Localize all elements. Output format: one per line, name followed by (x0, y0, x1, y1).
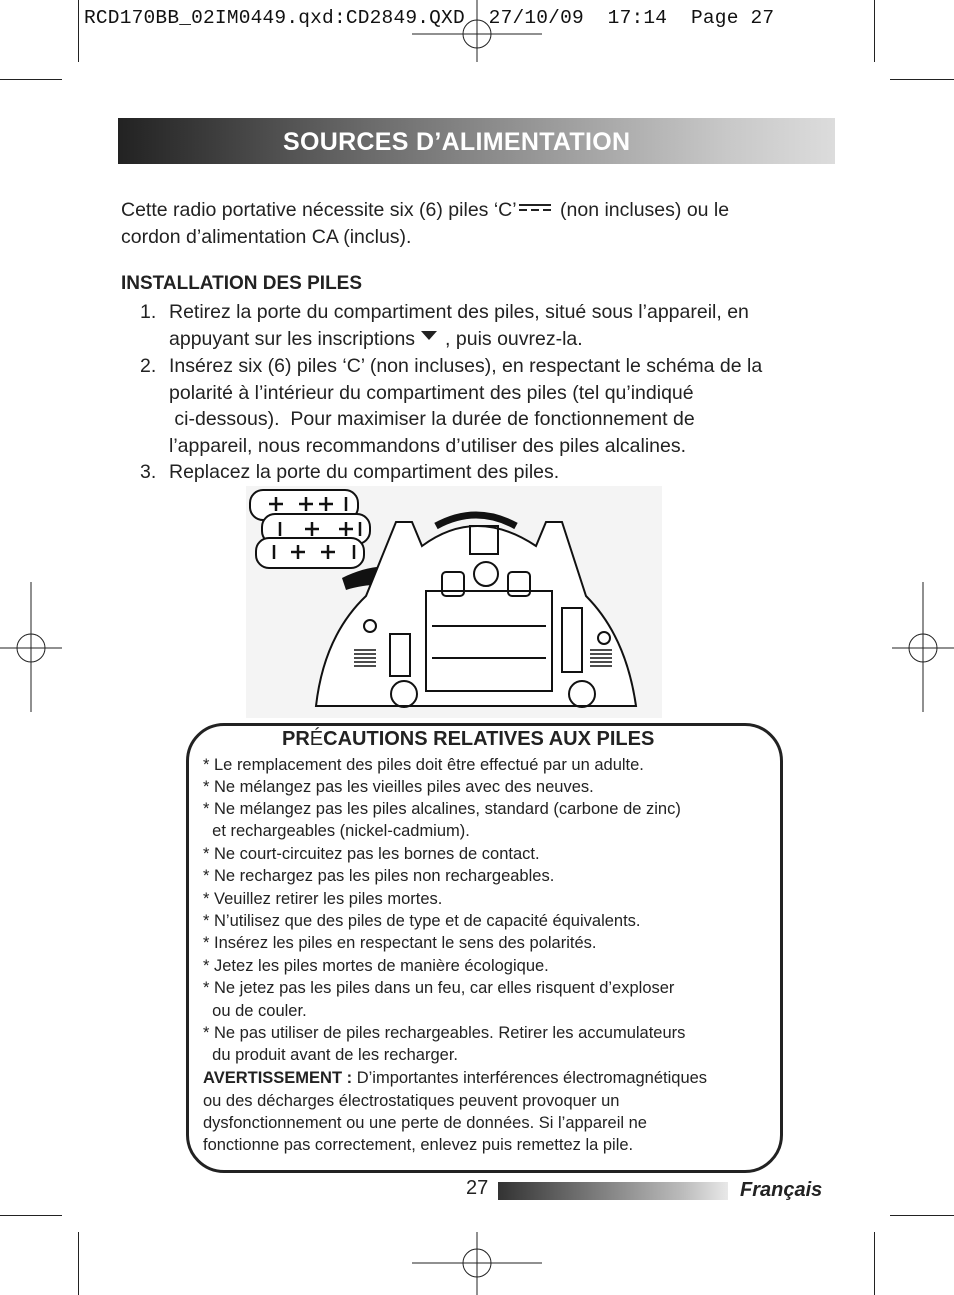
registration-mark-bottom (412, 1232, 542, 1295)
precaution-line: * N’utilisez que des piles de type et de capacité équivalents. (203, 912, 641, 930)
step-item (140, 299, 840, 350)
step-text: , puis ouvrez-la. (445, 327, 583, 350)
battery-installation-illustration (246, 486, 662, 718)
warning-line (203, 1067, 707, 1090)
warning-line: fonctionne pas correctement, enlevez puis remettez la pile. (203, 1136, 634, 1154)
precaution-line: et rechargeables (nickel-cadmium). (203, 822, 470, 840)
precautions-title-part: É (309, 728, 324, 750)
page-number: 27 (466, 1177, 489, 1199)
precaution-line: * Ne rechargez pas les piles non rechargeables. (203, 867, 555, 885)
precautions-title (282, 728, 654, 751)
intro-text: Cette radio portative nécessite six (6) piles ‘C’ (121, 199, 517, 221)
page-title: SOURCES D’ALIMENTATION (283, 128, 631, 156)
install-heading: INSTALLATION DES PILES (121, 273, 363, 294)
step-text: polarité à l’intérieur du compartiment des piles (tel qu’indiqué (169, 381, 694, 404)
precaution-line: * Ne mélangez pas les vieilles piles avec des neuves. (203, 778, 594, 796)
crop-mark (874, 0, 875, 62)
precaution-line: * Le remplacement des piles doit être effectué par un adulte. (203, 756, 644, 774)
registration-mark-left (0, 582, 62, 712)
dc-symbol-icon (519, 203, 551, 213)
step-text: Insérez six (6) piles ‘C’ (non incluses), en respectant le schéma de la (169, 355, 763, 377)
precautions-title-part: CAUTIONS RELATIVES AUX PILES (323, 728, 655, 750)
crop-mark (890, 79, 954, 80)
precaution-line: * Jetez les piles mortes de manière écologique. (203, 957, 549, 975)
batteries-icon (250, 490, 370, 568)
crop-mark (78, 1232, 79, 1295)
intro-text: (non incluses) ou le (554, 199, 730, 221)
crop-mark (0, 1215, 62, 1216)
warning-line: ou des décharges électrostatiques peuvent provoquer un (203, 1092, 620, 1110)
print-slug: RCD170BB_02IM0449.qxd:CD2849.QXD 27/10/09 17:14 Page 27 (84, 7, 775, 29)
precaution-line: du produit avant de les recharger. (203, 1046, 458, 1064)
step-text: l’appareil, nous recommandons d’utiliser des piles alcalines. (169, 434, 687, 457)
warning-label: AVERTISSEMENT : (203, 1069, 353, 1087)
intro-text: cordon d’alimentation CA (inclus). (121, 225, 412, 248)
warning-text: D’importantes interférences électromagnétiques (352, 1069, 708, 1087)
step-text: Replacez la porte du compartiment des piles. (169, 461, 560, 483)
triangle-down-icon (421, 331, 437, 340)
language-label: Français (740, 1179, 823, 1201)
precautions-title-part: PR (282, 728, 310, 750)
warning-line: dysfonctionnement ou une perte de données. Si l’appareil ne (203, 1114, 647, 1132)
precaution-line: * Insérez les piles en respectant le sens des polarités. (203, 934, 597, 952)
crop-mark (890, 1215, 954, 1216)
registration-mark-right (892, 582, 954, 712)
step-text: ci-dessous). Pour maximiser la durée de fonctionnement de (169, 408, 695, 430)
step-number: 3. (140, 461, 157, 483)
crop-mark (0, 79, 62, 80)
precaution-line: * Ne pas utiliser de piles rechargeables. Retirer les accumulateurs (203, 1024, 686, 1042)
crop-mark (78, 0, 79, 62)
step-number: 2. (140, 355, 157, 377)
precaution-line: * Ne mélangez pas les piles alcalines, standard (carbone de zinc) (203, 800, 681, 818)
crop-mark (874, 1232, 875, 1295)
precaution-line: ou de couler. (203, 1002, 307, 1020)
precaution-line: * Veuillez retirer les piles mortes. (203, 890, 443, 908)
intro-paragraph (121, 197, 821, 250)
step-text: appuyant sur les inscriptions (169, 327, 416, 350)
footer-banner (498, 1182, 728, 1200)
precaution-line: * Ne jetez pas les piles dans un feu, car elles risquent d’exploser (203, 979, 675, 997)
precaution-line: * Ne court-circuitez pas les bornes de contact. (203, 845, 540, 863)
step-text: Retirez la porte du compartiment des piles, situé sous l’appareil, en (169, 301, 749, 323)
step-number: 1. (140, 301, 157, 323)
